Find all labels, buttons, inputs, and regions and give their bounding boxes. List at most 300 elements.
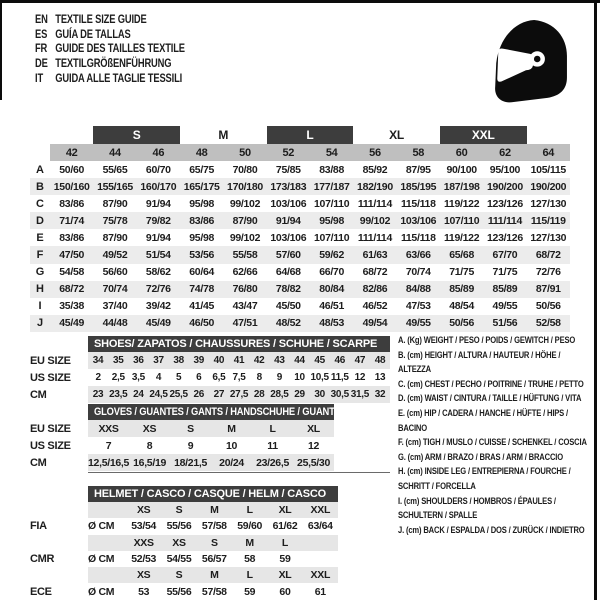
gloves-row-labels xyxy=(30,404,88,471)
measure-value: 60/64 xyxy=(189,266,215,279)
helmet-standard-fia: FIA xyxy=(30,520,47,533)
helmet-value: 52/53 xyxy=(131,553,157,566)
measure-value: 95/100 xyxy=(489,163,521,176)
size-value: 13 xyxy=(374,372,386,383)
measure-value: 83/86 xyxy=(59,197,85,210)
size-value: 8 xyxy=(146,439,153,452)
measure-value: 37/40 xyxy=(102,300,128,313)
measure-value: 49/54 xyxy=(362,317,388,330)
size-value: 28 xyxy=(253,389,265,400)
helmet-size-table xyxy=(30,486,338,600)
left-border xyxy=(0,0,2,100)
measure-value: 87/95 xyxy=(405,163,431,176)
helmet-value: 59 xyxy=(279,553,291,566)
measure-value: 91/94 xyxy=(145,231,171,244)
measure-row-h xyxy=(30,281,570,298)
measure-value: 45/49 xyxy=(145,317,171,330)
helmet-value-row-cmr xyxy=(88,551,338,567)
gloves-size-table xyxy=(30,404,338,471)
measure-value: 173/183 xyxy=(270,180,307,193)
legend-item-c: C. (cm) CHEST / PECHO / POITRINE / TRUHE / PETTO xyxy=(398,378,584,390)
language-row-fr xyxy=(35,41,222,56)
size-value: 3,5 xyxy=(131,372,145,383)
measure-value: 165/175 xyxy=(183,180,220,193)
size-value: 28,5 xyxy=(270,389,289,400)
measure-value: 115/119 xyxy=(530,214,566,227)
helmet-value: 54/55 xyxy=(166,553,192,566)
size-group-row xyxy=(30,126,570,144)
helmet-value: 63/64 xyxy=(307,520,333,533)
measure-row-a xyxy=(30,161,570,178)
helmet-size: XL xyxy=(278,569,292,582)
measure-value: 62/66 xyxy=(232,266,258,279)
measure-value: 49/55 xyxy=(492,300,518,313)
measure-row-f xyxy=(30,246,570,263)
measure-value: 103/106 xyxy=(270,231,307,244)
helmet-unit: Ø CM xyxy=(88,585,115,598)
measure-value: 115/118 xyxy=(400,231,436,244)
measure-value: 49/55 xyxy=(405,317,431,330)
helmet-size: M xyxy=(210,504,219,517)
measure-value: 84/88 xyxy=(405,283,431,296)
helmet-value: 55/56 xyxy=(166,585,192,598)
size-value: 24 xyxy=(133,389,144,400)
helmet-value: 60 xyxy=(279,585,291,598)
helmet-label-spacer xyxy=(30,502,88,518)
measure-row-cells xyxy=(50,246,570,263)
measure-value: 160/170 xyxy=(140,180,177,193)
measure-value: 87/90 xyxy=(102,231,128,244)
measure-value: 64/68 xyxy=(275,266,301,279)
measure-value: 87/90 xyxy=(232,214,258,227)
measure-row-b xyxy=(30,178,570,195)
measure-value: 71/74 xyxy=(59,214,85,227)
shoes-row-2 xyxy=(88,386,390,403)
legend-item-i: I. (cm) SHOULDERS / HOMBROS / ÉPAULES / SCHULTERN / SPALLE xyxy=(398,495,556,522)
measure-row-j xyxy=(30,315,570,332)
measure-value: 70/74 xyxy=(405,266,431,279)
measure-value: 119/122 xyxy=(443,197,480,210)
measure-value: 68/72 xyxy=(362,266,388,279)
measure-value: 75/78 xyxy=(102,214,128,227)
measure-value: 74/78 xyxy=(189,283,215,296)
size-value: 23 xyxy=(92,389,104,400)
measure-value: 82/86 xyxy=(362,283,388,296)
size-value: 23/26,5 xyxy=(256,456,289,469)
legend-item-j: J. (cm) BACK / ESPALDA / DOS / ZURÜCK / INDIETRO xyxy=(398,524,585,536)
size-value: 32 xyxy=(374,389,386,400)
helmet-size: XS xyxy=(172,536,186,549)
size-number: 58 xyxy=(412,146,425,159)
measure-value: 103/106 xyxy=(270,197,307,210)
measure-value: 65/75 xyxy=(189,163,215,176)
language-title: GUIDE DES TAILLES TEXTILE xyxy=(55,41,185,56)
measure-value: 90/100 xyxy=(446,163,477,176)
size-value: 7,5 xyxy=(232,372,246,383)
helmet-value: 55/56 xyxy=(166,520,192,533)
language-code: DE xyxy=(35,56,48,71)
measure-value: 67/70 xyxy=(492,249,518,262)
size-value: 41 xyxy=(233,355,245,366)
measure-value: 46/50 xyxy=(189,317,215,330)
gloves-label-2: CM xyxy=(30,456,47,469)
helmet-value: 53/54 xyxy=(131,520,157,533)
measure-value: 83/86 xyxy=(189,214,215,227)
measure-value: 59/62 xyxy=(319,249,345,262)
size-number-row xyxy=(30,144,570,161)
size-value: 35 xyxy=(112,355,124,366)
shoes-label-1: US SIZE xyxy=(30,371,71,384)
helmet-size: S xyxy=(175,504,183,517)
measure-value: 123/126 xyxy=(487,197,523,210)
language-title: GUIDA ALLE TAGLIE TESSILI xyxy=(55,70,183,85)
size-value: 2 xyxy=(95,372,101,383)
measure-value: 54/58 xyxy=(59,266,85,279)
measure-value: 85/89 xyxy=(492,283,518,296)
measure-row-label: F xyxy=(36,249,44,262)
measure-value: 150/160 xyxy=(53,180,90,193)
size-value: XL xyxy=(307,422,320,435)
size-number: 50 xyxy=(239,146,251,159)
measure-value: 123/126 xyxy=(487,231,523,244)
size-value: 7 xyxy=(105,439,112,452)
measure-value: 48/53 xyxy=(319,317,345,330)
measure-row-cells xyxy=(50,229,570,246)
measure-value: 111/114 xyxy=(357,197,393,210)
measure-value: 75/85 xyxy=(275,163,301,176)
helmet-size: L xyxy=(281,536,289,549)
helmet-value: 61 xyxy=(314,585,326,598)
language-code: FR xyxy=(35,41,48,56)
measure-value: 78/82 xyxy=(275,283,301,296)
size-value: 43 xyxy=(274,355,285,366)
size-value: 45 xyxy=(314,355,325,366)
section-divider xyxy=(88,472,390,473)
measure-value: 127/130 xyxy=(530,197,567,210)
size-value: 9 xyxy=(187,439,194,452)
measure-value: 76/80 xyxy=(232,283,258,296)
measure-value: 107/110 xyxy=(313,231,350,244)
helmet-row-labels xyxy=(30,486,88,600)
measure-value: 63/66 xyxy=(405,249,431,262)
legend-item-h: H. (cm) INSIDE LEG / ENTREPIERNA / FOURCHE / SCHRITT / FORCELLA xyxy=(398,466,571,492)
measure-row-cells xyxy=(50,315,570,332)
measure-value: 85/92 xyxy=(362,163,388,176)
measure-value: 72/76 xyxy=(145,283,171,296)
helmet-value: 59 xyxy=(244,585,256,598)
measure-value: 44/48 xyxy=(102,317,128,330)
size-value: 4 xyxy=(155,372,162,383)
size-value: 16,5/19 xyxy=(133,456,167,469)
size-number: 64 xyxy=(542,146,555,159)
helmet-size xyxy=(303,535,338,551)
measure-value: 46/51 xyxy=(319,300,345,313)
helmet-value: 58 xyxy=(244,553,256,566)
measure-value: 70/74 xyxy=(102,283,128,296)
measure-row-label: A xyxy=(36,163,44,176)
size-value: 34 xyxy=(92,355,104,366)
size-value: 20/24 xyxy=(219,456,244,469)
language-row-de xyxy=(35,56,222,71)
size-value: 18/21,5 xyxy=(174,456,208,469)
size-value: 29 xyxy=(294,389,305,400)
size-value: 31,5 xyxy=(350,389,370,400)
shoes-row-labels xyxy=(30,336,88,403)
measure-value: 57/60 xyxy=(275,249,301,262)
shoes-row-1 xyxy=(88,369,390,386)
gloves-row-0 xyxy=(88,420,334,437)
measure-value: 155/165 xyxy=(97,180,133,193)
size-number: 62 xyxy=(499,146,511,159)
size-number: 60 xyxy=(455,146,468,159)
legend-item-f: F. (cm) TIGH / MUSLO / CUISSE / SCHENKEL / COSCIA xyxy=(398,437,587,449)
measure-value: 185/195 xyxy=(400,180,437,193)
measure-value: 83/88 xyxy=(319,163,345,176)
language-code: IT xyxy=(35,70,44,85)
measure-value: 95/98 xyxy=(189,231,215,244)
measure-value: 105/115 xyxy=(530,163,566,176)
measure-value: 55/65 xyxy=(102,163,128,176)
measure-value: 47/51 xyxy=(232,317,258,330)
measure-value: 55/58 xyxy=(232,249,258,262)
measure-value: 53/56 xyxy=(189,249,215,262)
measure-value: 61/63 xyxy=(362,249,388,262)
measure-value: 87/90 xyxy=(102,197,128,210)
measure-value: 182/190 xyxy=(357,180,393,193)
helmet-size: XL xyxy=(278,504,292,517)
gloves-label-0: EU SIZE xyxy=(30,422,71,435)
helmet-size-row-cmr xyxy=(88,535,338,551)
helmet-value-row-fia xyxy=(88,518,338,534)
measure-value: 50/60 xyxy=(59,163,85,176)
helmet-label-spacer xyxy=(30,535,88,551)
size-value: 10 xyxy=(294,372,305,383)
size-value: 40 xyxy=(213,355,225,366)
measure-value: 48/54 xyxy=(449,300,474,313)
helmet-value: 56/57 xyxy=(201,553,227,566)
size-value: 44 xyxy=(294,355,305,366)
top-border xyxy=(0,0,600,3)
helmet-size: M xyxy=(245,536,254,549)
measure-value: 72/76 xyxy=(535,266,561,279)
measure-value: 41/45 xyxy=(189,300,215,313)
shoes-label-0: EU SIZE xyxy=(30,354,71,367)
measure-value: 70/80 xyxy=(232,163,258,176)
size-value: 37 xyxy=(153,355,164,366)
helmet-value: 61/62 xyxy=(272,520,298,533)
helmet-value: 57/58 xyxy=(201,585,227,598)
measure-value: 170/180 xyxy=(227,180,263,193)
measure-value: 71/75 xyxy=(492,266,518,279)
helmet-size: L xyxy=(246,504,253,517)
measure-value: 58/62 xyxy=(145,266,171,279)
legend-item-a: A. (Kg) WEIGHT / PESO / POIDS / GEWITCH / PESO xyxy=(398,335,576,346)
size-value: 27,5 xyxy=(229,389,249,400)
language-title: TEXTILE SIZE GUIDE xyxy=(55,12,147,27)
measure-row-label: C xyxy=(36,197,44,210)
helmet-size: XS xyxy=(136,504,151,517)
size-value: 42 xyxy=(253,355,265,366)
legend-item-g: G. (cm) ARM / BRAZO / BRAS / ARM / BRACCIO xyxy=(398,451,563,463)
size-value: 25,5 xyxy=(169,389,188,400)
language-row-es xyxy=(35,27,222,42)
size-number-row-spacer xyxy=(30,144,50,161)
size-number: 56 xyxy=(369,146,381,159)
legend-item-b: B. (cm) HEIGHT / ALTURA / HAUTEUR / HÖHE / ALTEZZA xyxy=(398,349,561,376)
measure-value: 177/187 xyxy=(313,180,350,193)
measure-value: 190/200 xyxy=(487,180,523,193)
size-value: 36 xyxy=(133,355,144,366)
measure-value: 111/114 xyxy=(487,214,522,227)
helmet-size-row-spacer xyxy=(88,567,126,583)
helmet-size-row-spacer xyxy=(88,535,126,551)
size-value: L xyxy=(269,422,276,435)
measure-row-label: I xyxy=(38,300,42,313)
gloves-label-1: US SIZE xyxy=(30,439,71,452)
size-number: 52 xyxy=(282,146,295,159)
measure-row-cells xyxy=(50,195,570,212)
size-value: 30 xyxy=(314,389,325,400)
size-value: 48 xyxy=(374,355,386,366)
measure-value: 95/98 xyxy=(319,214,345,227)
measure-row-e xyxy=(30,229,570,246)
size-value: 11 xyxy=(267,439,278,452)
helmet-value: 53 xyxy=(138,585,150,598)
measure-row-c xyxy=(30,195,570,212)
size-value: 11,5 xyxy=(330,372,349,383)
measure-value: 47/53 xyxy=(405,300,431,313)
helmet-size: XXL xyxy=(310,504,331,517)
size-value: 27 xyxy=(213,389,225,400)
size-number: 42 xyxy=(65,146,78,159)
size-group-xl: XL xyxy=(389,128,405,142)
textile-size-table xyxy=(30,126,570,332)
size-value: 30,5 xyxy=(330,389,349,400)
measure-value: 68/72 xyxy=(59,283,85,296)
measure-row-label: H xyxy=(36,283,44,296)
measure-row-cells xyxy=(50,298,570,315)
measure-row-g xyxy=(30,264,570,281)
measure-value: 43/47 xyxy=(232,300,258,313)
measure-value: 60/70 xyxy=(145,163,171,176)
measure-value: 99/102 xyxy=(229,197,261,210)
size-number-cells xyxy=(50,144,570,161)
size-value: 2,5 xyxy=(111,372,125,383)
measure-row-label: B xyxy=(36,180,44,193)
size-value: 46 xyxy=(334,355,346,366)
measure-value: 91/94 xyxy=(145,197,171,210)
measure-row-label: G xyxy=(35,266,45,279)
helmet-value: 57/58 xyxy=(201,520,227,533)
size-value: 12 xyxy=(354,372,366,383)
measure-value: 39/42 xyxy=(145,300,171,313)
helmet-value xyxy=(303,551,338,567)
helmet-size: M xyxy=(210,569,219,582)
measure-value: 115/118 xyxy=(400,197,436,210)
size-value: 6,5 xyxy=(212,372,226,383)
size-value: XXS xyxy=(98,422,119,435)
helmet-icon xyxy=(487,16,569,104)
helmet-size-row-fia xyxy=(88,502,338,518)
helmet-size: XS xyxy=(136,569,151,582)
size-value: 5 xyxy=(176,372,182,383)
helmet-label-spacer xyxy=(30,567,88,583)
measure-value: 99/102 xyxy=(359,214,391,227)
measure-value: 91/94 xyxy=(275,214,301,227)
measure-value: 56/60 xyxy=(102,266,128,279)
helmet-size: XXL xyxy=(310,569,331,582)
size-value: 23,5 xyxy=(109,389,128,400)
helmet-size: S xyxy=(210,536,218,549)
measure-value: 85/89 xyxy=(449,283,474,296)
size-number: 46 xyxy=(152,146,165,159)
measure-value: 52/58 xyxy=(535,317,561,330)
size-group-s: S xyxy=(93,126,180,144)
measure-row-d xyxy=(30,212,570,229)
measure-value: 71/75 xyxy=(449,266,474,279)
helmet-size-row-spacer xyxy=(88,502,126,518)
size-group-xxl: XXL xyxy=(440,126,527,144)
measure-row-cells xyxy=(50,161,570,178)
size-number: 48 xyxy=(195,146,208,159)
size-group-l: L xyxy=(267,126,354,144)
helmet-size: XXS xyxy=(133,536,154,549)
measure-value: 107/110 xyxy=(443,214,480,227)
size-value: 10,5 xyxy=(310,372,329,383)
language-title-list xyxy=(35,12,222,85)
right-border xyxy=(594,0,597,600)
helmet-standard-cmr: CMR xyxy=(30,553,55,566)
measure-value: 35/38 xyxy=(59,300,85,313)
measure-value: 79/82 xyxy=(145,214,171,227)
size-value: 39 xyxy=(193,355,205,366)
language-row-it xyxy=(35,70,222,85)
size-value: 24,5 xyxy=(149,389,168,400)
size-value: 12,5/16,5 xyxy=(88,456,130,469)
measure-value: 119/122 xyxy=(443,231,480,244)
size-number: 54 xyxy=(325,146,338,159)
measure-value: 50/56 xyxy=(535,300,561,313)
measure-value: 87/91 xyxy=(535,283,561,296)
measure-row-cells xyxy=(50,281,570,298)
size-value: 12 xyxy=(307,439,320,452)
measure-value: 51/56 xyxy=(492,317,518,330)
size-value: M xyxy=(227,422,236,435)
size-group-m: M xyxy=(218,128,229,142)
measurement-legend xyxy=(398,334,594,538)
measure-row-i xyxy=(30,298,570,315)
size-value: 25,5/30 xyxy=(297,456,330,469)
language-title: GUÍA DE TALLAS xyxy=(55,26,131,41)
size-value: S xyxy=(187,422,194,435)
measure-value: 95/98 xyxy=(189,197,215,210)
measure-value: 66/70 xyxy=(319,266,345,279)
measure-value: 190/200 xyxy=(530,180,567,193)
measure-value: 103/106 xyxy=(400,214,437,227)
shoes-table-title: SHOES/ ZAPATOS / CHAUSSURES / SCHUHE / SCARPE xyxy=(88,336,390,352)
measure-value: 65/68 xyxy=(449,249,474,262)
measure-value: 187/198 xyxy=(443,180,480,193)
measure-value: 51/54 xyxy=(145,249,171,262)
language-code: EN xyxy=(35,12,48,27)
measure-value: 83/86 xyxy=(59,231,85,244)
size-value: 47 xyxy=(354,355,366,366)
measure-value: 49/52 xyxy=(102,249,128,262)
gloves-table-title: GLOVES / GUANTES / GANTS / HANDSCHUHE / GUANTI xyxy=(88,404,334,420)
measure-value: 99/102 xyxy=(229,231,261,244)
helmet-unit: Ø CM xyxy=(88,553,115,566)
helmet-size: L xyxy=(246,569,253,582)
